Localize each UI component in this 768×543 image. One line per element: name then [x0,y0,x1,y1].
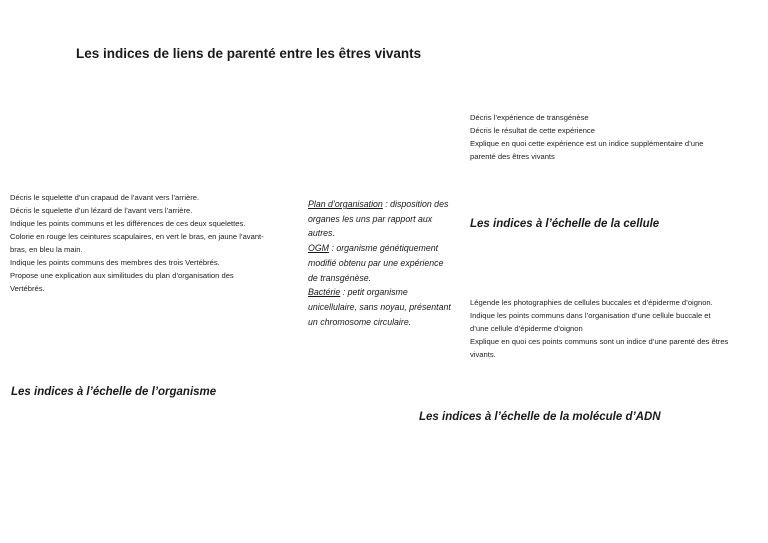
instruction-line: Indique les points communs et les différences de ces deux squelettes. [10,219,246,228]
instruction-line: parenté des êtres vivants [470,152,555,161]
instruction-line: Indique les points communs dans l’organisation d’une cellule buccale et [470,311,711,320]
instruction-line: Vertébrés. [10,284,45,293]
definition-text: modifié obtenu par une expérience [308,257,444,268]
instruction-line: Propose une explication aux similitudes du plan d’organisation des [10,271,234,280]
definition-text: unicellulaire, sans noyau, présentant [308,301,451,312]
definition-text: autres. [308,228,335,239]
heading-adn: Les indices à l’échelle de la molécule d’ADN [419,411,661,423]
transgenese-instructions [470,111,760,163]
squelette-instructions [10,191,285,295]
instruction-line: Explique en quoi cette expérience est un indice supplémentaire d’une [470,139,704,148]
definition-bacterie [308,285,468,300]
term-plan-organisation: Plan d’organisation [308,199,383,209]
instruction-line: Décris le squelette d’un crapaud de l’avant vers l’arrière. [10,193,200,202]
definition-plan [308,197,468,212]
term-ogm: OGM [308,243,330,254]
definition-ogm [308,241,468,256]
definition-text: : organisme génétiquement [329,243,439,254]
definition-text: de transgénèse. [308,272,372,283]
definition-text: : petit organisme [340,287,408,298]
definition-text: un chromosome circulaire. [308,316,412,327]
instruction-line: Décris le squelette d’un lézard de l’avant vers l’arrière. [10,206,193,215]
instruction-line: Décris le résultat de cette expérience [470,126,595,135]
instruction-line: Explique en quoi ces points communs sont un indice d’une parenté des êtres [470,337,729,346]
instruction-line: bras, en bleu la main. [10,245,83,254]
heading-organisme: Les indices à l’échelle de l’organisme [11,386,217,398]
definition-text: organes les uns par rapport aux [308,213,433,224]
cellule-instructions [470,296,760,361]
term-bacterie: Bactérie [308,287,341,298]
instruction-line: Légende les photographies de cellules buccales et d’épiderme d’oignon. [470,298,713,307]
page-title: Les indices de liens de parenté entre les êtres vivants [76,46,422,61]
instruction-line: d’une cellule d’épiderme d’oignon [470,324,583,333]
definition-text: : disposition des [382,199,449,209]
instruction-line: vivants. [470,350,496,359]
instruction-line: Colorie en rouge les ceintures scapulaires, en vert le bras, en jaune l’avant- [10,232,264,241]
instruction-line: Indique les points communs des membres des trois Vertébrés. [10,258,220,267]
heading-cellule: Les indices à l’échelle de la cellule [470,218,660,230]
definitions-block [308,197,468,329]
instruction-line: Décris l’expérience de transgénèse [470,113,589,122]
